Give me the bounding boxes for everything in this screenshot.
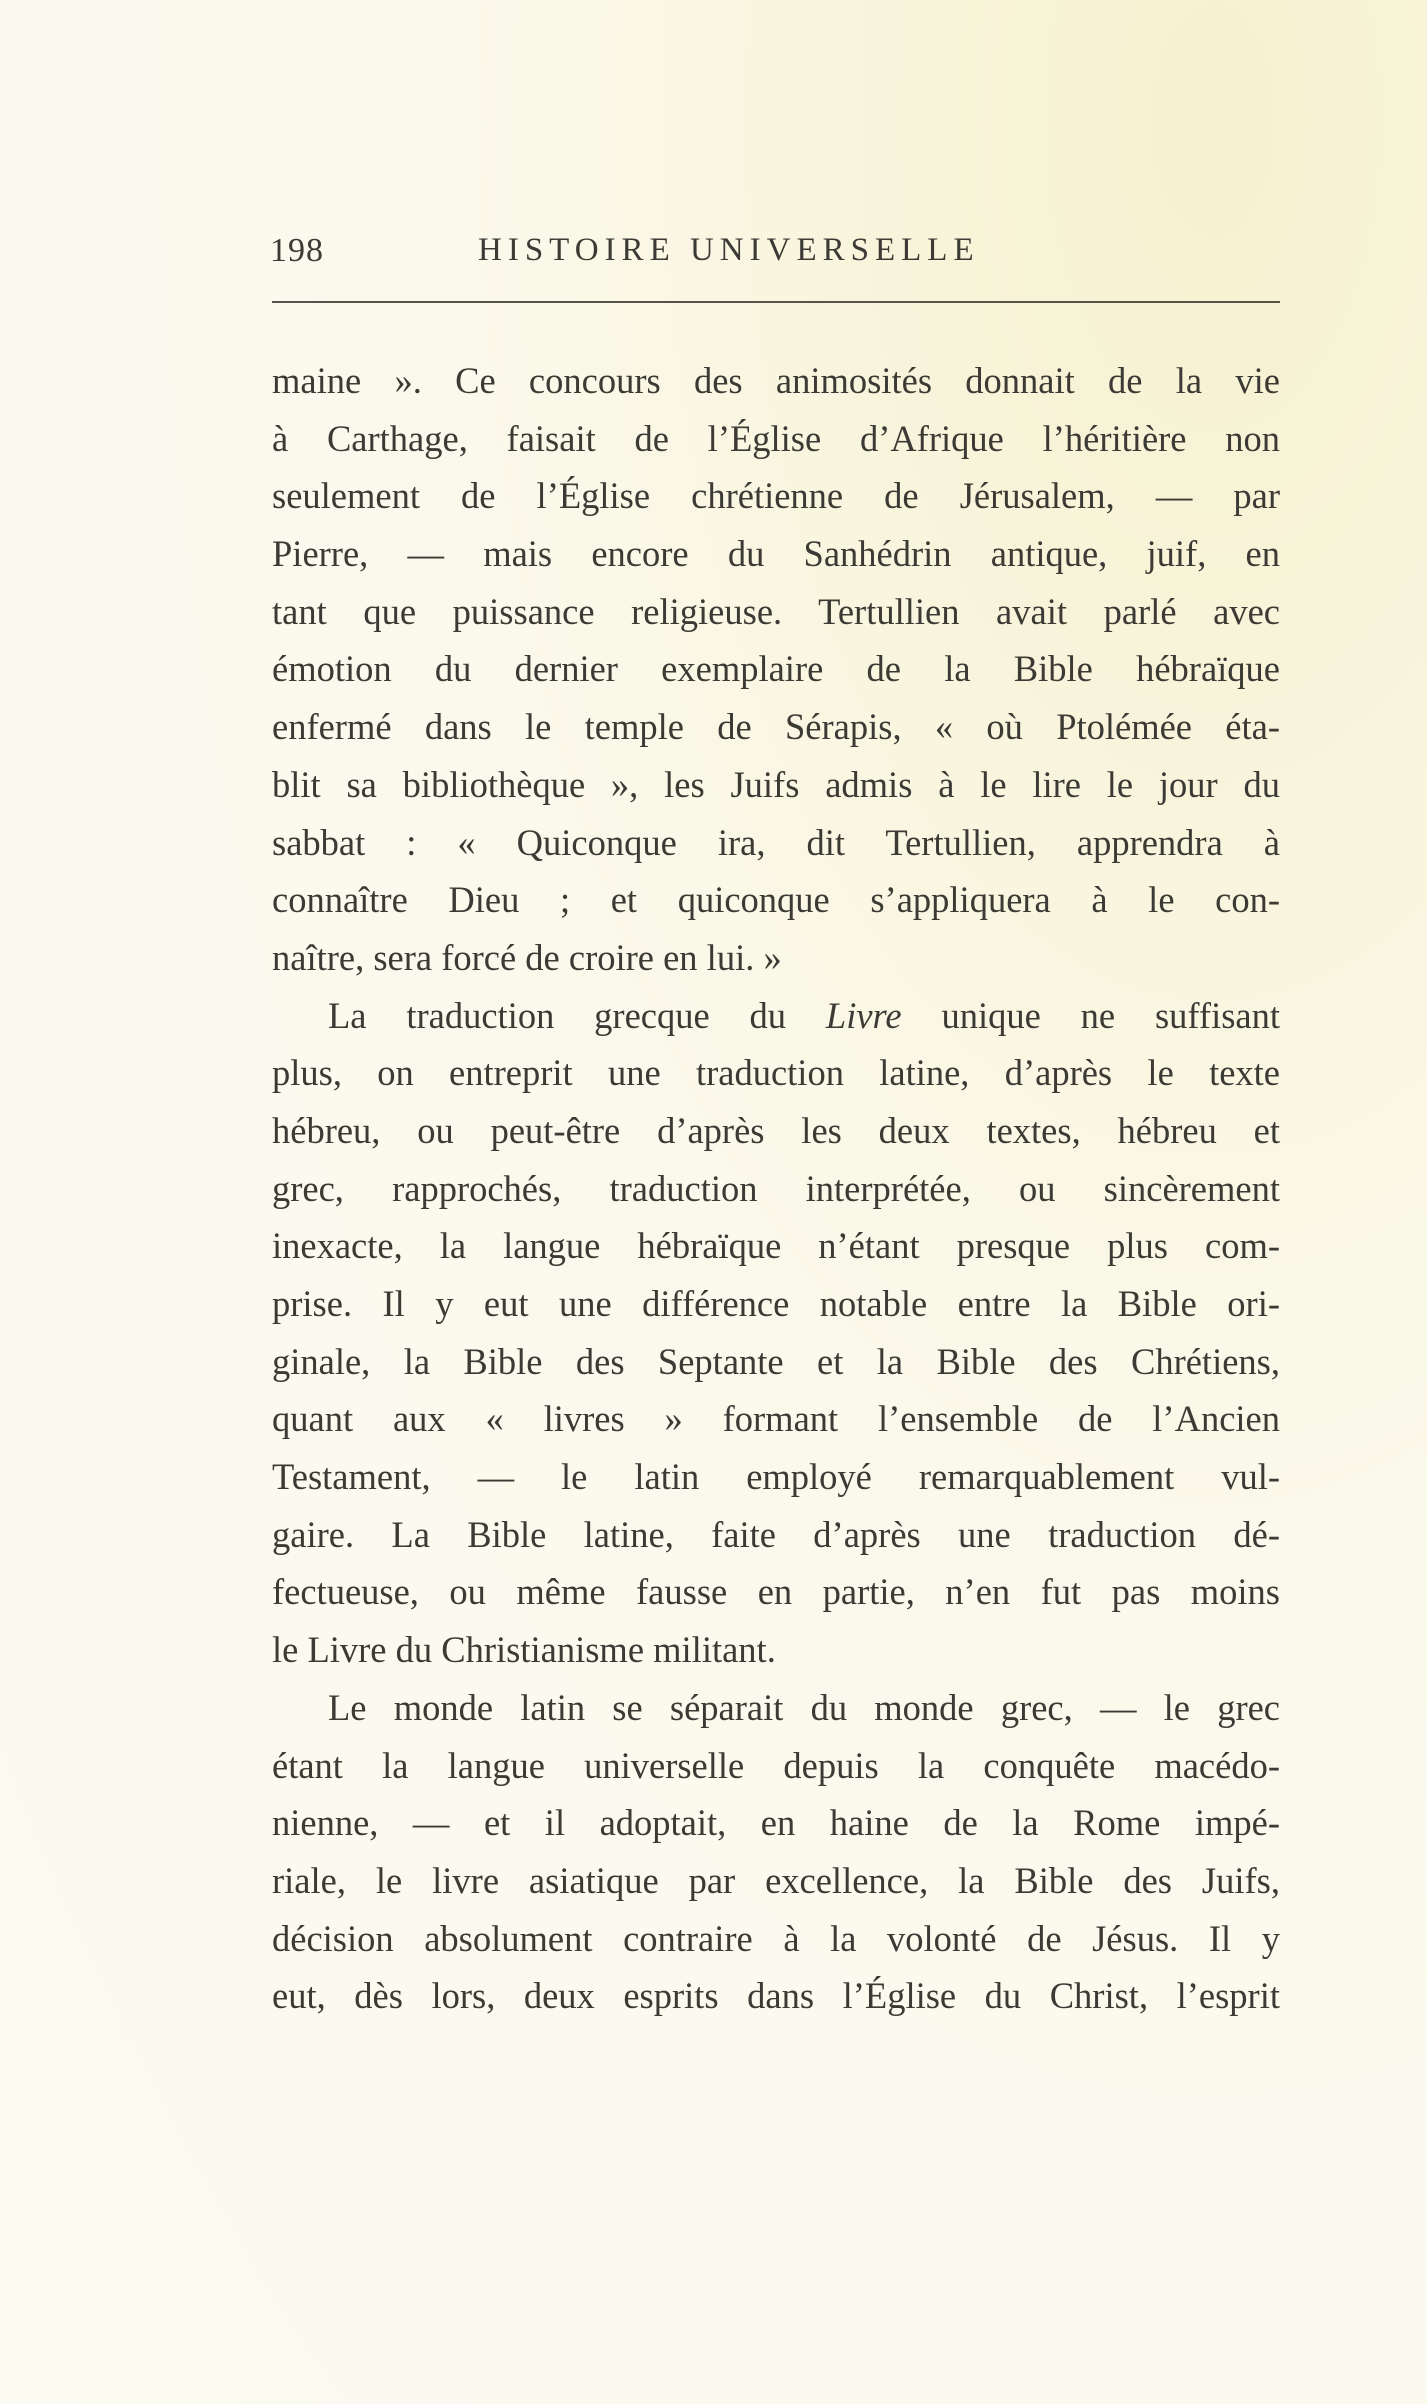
line-lead: La traduction grecque du: [328, 994, 787, 1036]
text-line: Testament, — le latin employé remarquablement vul-: [272, 1456, 1280, 1498]
header-rule: [272, 301, 1280, 303]
text-line: eut, dès lors, deux esprits dans l’Église du Christ, l’esprit: [272, 1975, 1280, 2017]
text-line: gaire. La Bible latine, faite d’après une traduction dé-: [272, 1513, 1280, 1555]
text-line: nienne, — et il adoptait, en haine de la Rome impé-: [272, 1802, 1280, 1844]
text-line: riale, le livre asiatique par excellence, la Bible des Juifs,: [272, 1859, 1280, 1901]
italic-word: Livre: [825, 994, 902, 1036]
text-line: émotion du dernier exemplaire de la Bible hébraïque: [272, 648, 1280, 690]
text-line: tant que puissance religieuse. Tertullien avait parlé avec: [272, 590, 1280, 632]
body-text: [272, 352, 1280, 2025]
text-line: hébreu, ou peut-être d’après les deux textes, hébreu et: [272, 1109, 1280, 1151]
text-line: enfermé dans le temple de Sérapis, « où Ptolémée éta-: [272, 706, 1280, 748]
paragraph-start-line: [272, 987, 1280, 1045]
text-line: à Carthage, faisait de l’Église d’Afrique l’héritière non: [272, 417, 1280, 459]
text-line: quant aux « livres » formant l’ensemble de l’Ancien: [272, 1398, 1280, 1440]
text-line: connaître Dieu ; et quiconque s’appliquera à le con-: [272, 879, 1280, 921]
text-line: inexacte, la langue hébraïque n’étant presque plus com-: [272, 1225, 1280, 1267]
text-line: sabbat : « Quiconque ira, dit Tertullien, apprendra à: [272, 821, 1280, 863]
page-header: [270, 232, 1280, 282]
text-line: grec, rapprochés, traduction interprétée, ou sincèrement: [272, 1167, 1280, 1209]
text-line: seulement de l’Église chrétienne de Jérusalem, — par: [272, 475, 1280, 517]
line-tail: unique ne suffisant: [941, 994, 1280, 1036]
text-line: étant la langue universelle depuis la conquête macédo-: [272, 1744, 1280, 1786]
text-line: blit sa bibliothèque », les Juifs admis à le lire le jour du: [272, 763, 1280, 805]
text-line: prise. Il y eut une différence notable entre la Bible ori-: [272, 1283, 1280, 1324]
text-line: plus, on entreprit une traduction latine, d’après le texte: [272, 1052, 1280, 1094]
text-line: maine ». Ce concours des animosités donnait de la vie: [272, 360, 1280, 401]
paragraph-end-line: naître, sera forcé de croire en lui. »: [272, 936, 782, 978]
text-line: Pierre, — mais encore du Sanhédrin antique, juif, en: [272, 533, 1280, 575]
paragraph-start-line: Le monde latin se séparait du monde grec, — le grec: [328, 1686, 1280, 1728]
running-title: HISTOIRE UNIVERSELLE: [478, 232, 980, 268]
page-number: 198: [270, 232, 324, 269]
text-line: décision absolument contraire à la volonté de Jésus. Il y: [272, 1917, 1280, 1959]
paragraph-end-line: le Livre du Christianisme militant.: [272, 1629, 776, 1671]
text-line: ginale, la Bible des Septante et la Bible des Chrétiens,: [272, 1340, 1280, 1382]
text-line: fectueuse, ou même fausse en partie, n’en fut pas moins: [272, 1571, 1280, 1613]
